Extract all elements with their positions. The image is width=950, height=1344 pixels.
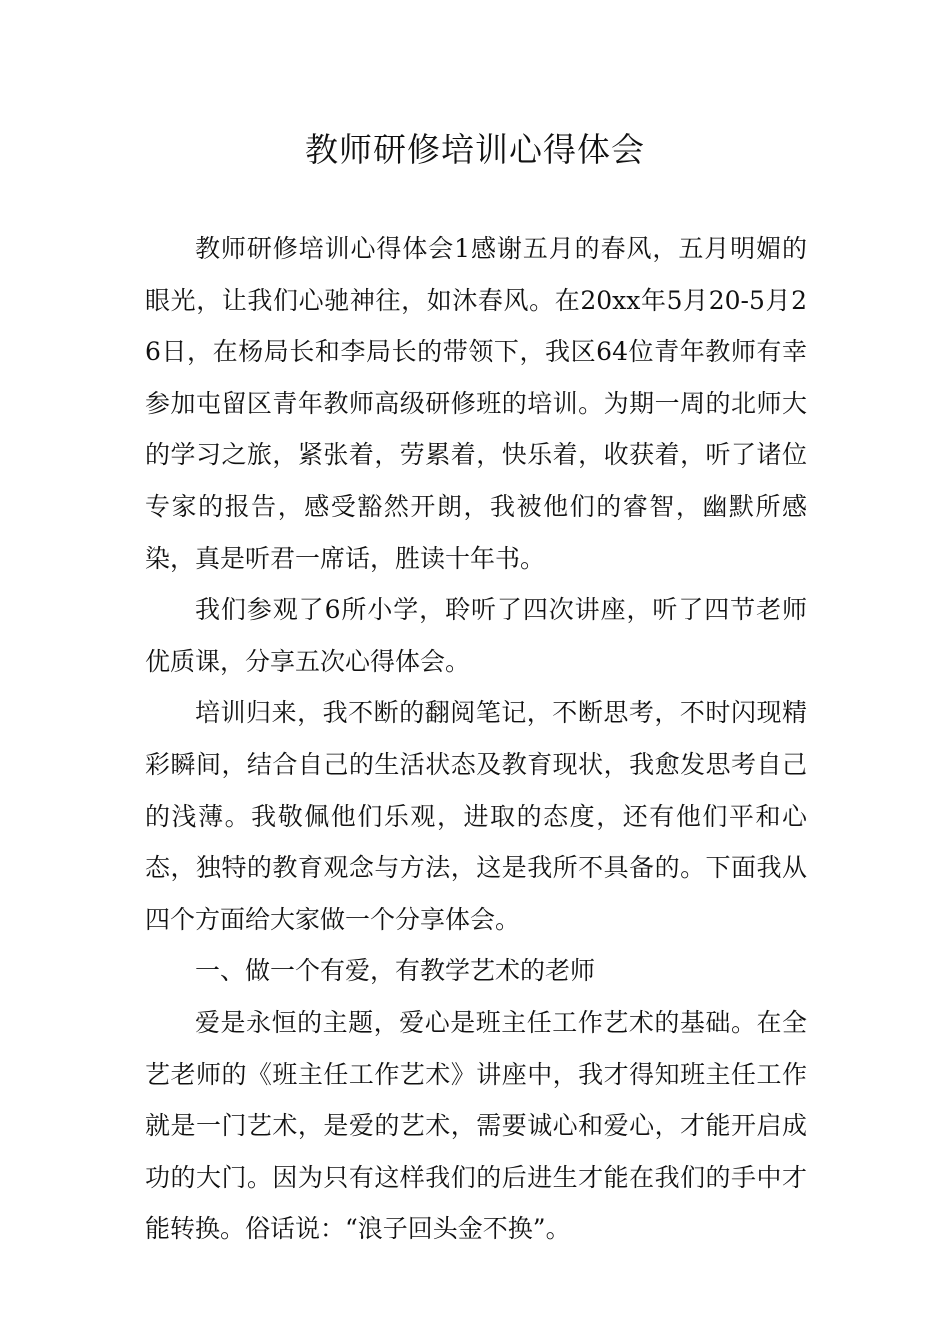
document-body bbox=[145, 223, 807, 1255]
paragraph: 我们参观了6所小学，聆听了四次讲座，听了四节老师优质课，分享五次心得体会。 bbox=[145, 595, 807, 676]
paragraph: 爱是永恒的主题，爱心是班主任工作艺术的基础。在全艺老师的《班主任工作艺术》讲座中，我才得知班主任工作就是一门艺术，是爱的艺术，需要诚心和爱心，才能开启成功的大门。因为只有这样我们的后进生才能在我们的手中才能转换。俗话说：“浪子回头金不换”。 bbox=[145, 1007, 807, 1244]
paragraph: 培训归来，我不断的翻阅笔记，不断思考，不时闪现精彩瞬间，结合自己的生活状态及教育现状，我愈发思考自己的浅薄。我敬佩他们乐观，进取的态度，还有他们平和心态，独特的教育观念与方法，这是我所不具备的。下面我从四个方面给大家做一个分享体会。 bbox=[145, 698, 807, 934]
document-title: 教师研修培训心得体会 bbox=[305, 130, 645, 169]
paragraph: 教师研修培训心得体会1感谢五月的春风，五月明媚的眼光，让我们心驰神往，如沐春风。在20xx年5月20-5月26日，在杨局长和李局长的带领下，我区64位青年教师有幸参加屯留区青年教师高级研修班的培训。为期一周的北师大的学习之旅，紧张着，劳累着，快乐着，收获着，听了诸位专家的报告，感受豁然开朗，我被他们的睿智，幽默所感染，真是听君一席话，胜读十年书。 bbox=[145, 234, 807, 573]
section-heading: 一、做一个有爱，有教学艺术的老师 bbox=[195, 956, 596, 986]
